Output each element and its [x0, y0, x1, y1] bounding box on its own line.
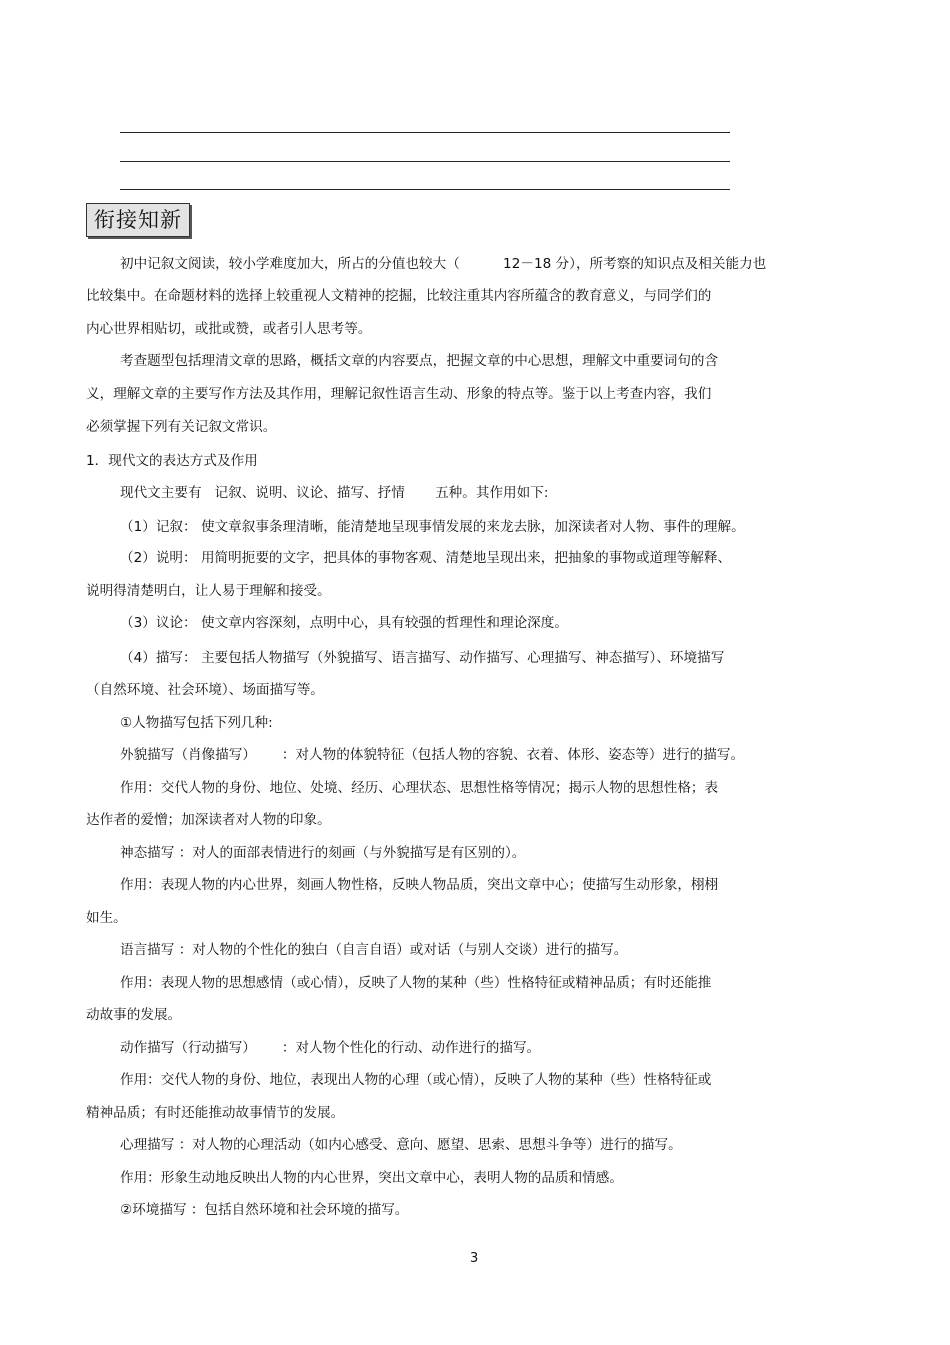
text-line: 精神品质；有时还能推动故事情节的发展。 [86, 1105, 345, 1121]
text-line: 如生。 [86, 910, 127, 926]
text-line: 语言描写 ：对人物的个性化的独白（自言自语）或对话（与别人交谈）进行的描写。 [120, 942, 628, 958]
text-line: （自然环境、社会环境）、场面描写等。 [86, 682, 324, 698]
text-line: 说明得清楚明白，让人易于理解和接受。 [86, 583, 331, 599]
blank-line-1 [120, 132, 730, 133]
text-line: 作用：交代人物的身份、地位，表现出人物的心理（或心情），反映了人物的某种（些）性格特征或 [120, 1072, 712, 1088]
text-line: 作用：表现人物的内心世界，刻画人物性格，反映人物品质，突出文章中心；使描写生动形象，栩栩 [120, 877, 719, 893]
text-line: （2）说明： 用简明扼要的文字，把具体的事物客观、清楚地呈现出来，把抽象的事物或道理等解释、 [120, 550, 732, 566]
text-line: ①人物描写包括下列几种: [120, 715, 273, 731]
text-line: 作用：交代人物的身份、地位、处境、经历、心理状态、思想性格等情况；揭示人物的思想性格；表 [120, 780, 719, 796]
section-title: 衔接知新 [86, 203, 190, 237]
text-line: 义，理解文章的主要写作方法及其作用，理解记叙性语言生动、形象的特点等。鉴于以上考查内容，我们 [86, 386, 712, 402]
text-line: 作用：表现人物的思想感情（或心情），反映了人物的某种（些）性格特征或精神品质；有时还能推 [120, 975, 712, 991]
text-line: 考查题型包括理清文章的思路，概括文章的内容要点，把握文章的中心思想，理解文中重要词句的含 [120, 353, 719, 369]
text-line: 作用：形象生动地反映出人物的内心世界，突出文章中心，表明人物的品质和情感。 [120, 1170, 623, 1186]
text-line: 必须掌握下列有关记叙文常识。 [86, 419, 277, 435]
text-line: 外貌描写（肖像描写） ：对人物的体貌特征（包括人物的容貌、衣着、体形、姿态等）进行的描写。 [120, 747, 745, 763]
text-line: 动故事的发展。 [86, 1007, 182, 1023]
blank-line-2 [120, 161, 730, 162]
text-line: 达作者的爱憎；加深读者对人物的印象。 [86, 812, 331, 828]
text-line: 动作描写（行动描写） ：对人物个性化的行动、动作进行的描写。 [120, 1040, 541, 1056]
text-line: 初中记叙文阅读，较小学难度加大，所占的分值也较大（ 12－18 分），所考察的知识点及相关能力也 [120, 256, 767, 272]
page-number: 3 [470, 1251, 479, 1266]
text-line: 比较集中。在命题材料的选择上较重视人文精神的挖掘，比较注重其内容所蕴含的教育意义，与同学们的 [86, 288, 712, 304]
text-line: 神态描写 ：对人的面部表情进行的刻画（与外貌描写是有区别的）。 [120, 845, 526, 861]
blank-line-3 [120, 189, 730, 190]
text-line: 心理描写 ：对人物的心理活动（如内心感受、意向、愿望、思索、思想斗争等）进行的描写。 [120, 1137, 682, 1153]
text-line: 现代文主要有 记叙、说明、议论、描写、抒情 五种。其作用如下: [120, 485, 549, 501]
text-line: （3）议论： 使文章内容深刻，点明中心，具有较强的哲理性和理论深度。 [120, 615, 568, 631]
text-line: ②环境描写 ：包括自然环境和社会环境的描写。 [120, 1202, 409, 1218]
text-line: （1）记叙： 使文章叙事条理清晰，能清楚地呈现事情发展的来龙去脉，加深读者对人物、事件的理解。 [120, 519, 745, 535]
text-line: （4）描写： 主要包括人物描写（外貌描写、语言描写、动作描写、心理描写、神态描写）、环境描写 [120, 650, 725, 666]
text-line: 1．现代文的表达方式及作用 [86, 453, 258, 469]
text-line: 内心世界相贴切，或批或赞，或者引人思考等。 [86, 321, 372, 337]
